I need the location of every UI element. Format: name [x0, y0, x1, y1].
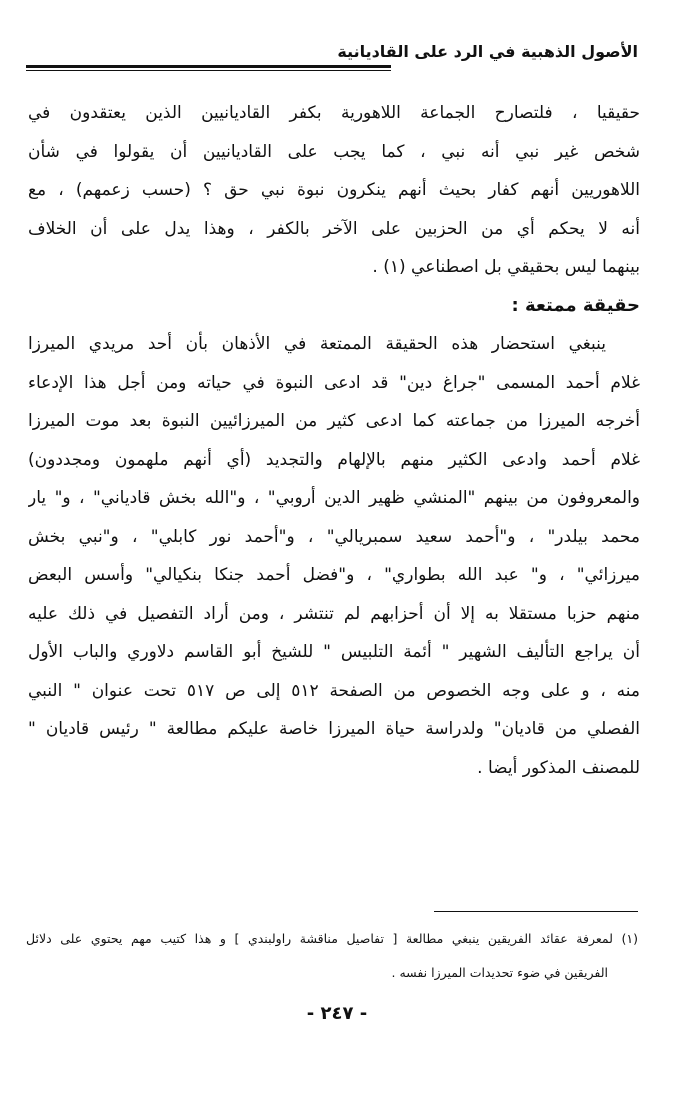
footnote-line: (١) لمعرفة عقائد الفريقين ينبغي مطالعة [ تفاصيل مناقشة راولبندي ] و هذا كتيب مهم يحتوي على دلائل: [26, 931, 638, 946]
body-text: [28, 94, 640, 787]
paragraph-line: غلام أحمد المسمى "جراغ دين" قد ادعى النبوة في حياته ومن أجل هذا الإدعاء: [28, 372, 640, 393]
running-head-title: الأصول الذهبية في الرد على القاديانية: [337, 42, 638, 61]
paragraph-line: الفصلي من قاديان" ولدراسة حياة الميرزا خاصة عليكم مطالعة " رئيس قاديان ": [28, 719, 640, 739]
body-line: اللاهوريين أنهم كفار بحيث أنهم ينكرون نبوة نبي حق ؟ (حسب زعمهم) ، مع: [28, 180, 640, 200]
paragraph-line: ينبغي استحضار هذه الحقيقة الممتعة في الأذهان بأن أحد مريدي الميرزا: [28, 334, 606, 354]
paragraph-line: منه ، و على وجه الخصوص من الصفحة ٥١٢ إلى ص ٥١٧ تحت عنوان " النبي: [28, 680, 640, 701]
paragraph-line: أن يراجع التأليف الشهير " أئمة التلبيس " للشيخ أبو القاسم دلاوري والباب الأول: [28, 642, 640, 662]
section-heading: حقيقة ممتعة :: [511, 294, 640, 316]
paragraph-line: غلام أحمد وادعى الكثير منهم بالإلهام والتجديد (أي أنهم ملهمون ومجددون): [28, 449, 640, 470]
body-line: حقيقيا ، فلتصارح الجماعة اللاهورية بكفر القاديانيين الذين يعتقدون في: [28, 103, 640, 123]
header-rule-thin: [26, 70, 391, 71]
running-head: [26, 42, 638, 72]
body-line: بينهما ليس بحقيقي بل اصطناعي (١) .: [372, 257, 640, 277]
footnote-line: الفريقين في ضوء تحديدات الميرزا نفسه .: [391, 965, 608, 980]
body-line: أنه لا يحكم أي من الحزبين على الآخر بالكفر ، وهذا يدل على أن الخلاف: [28, 218, 640, 239]
footnotes: [26, 924, 638, 992]
footnote-rule: [434, 911, 638, 912]
paragraph-line: أخرجه الميرزا من جماعته كما ادعى كثير من الميرزائيين النبوة بعد موت الميرزا: [28, 411, 640, 431]
page-number: - ٢٤٧ -: [306, 1003, 368, 1024]
paragraph-line: منهم حزبا مستقلا به إلا أن أحزابهم لم تنتشر ، ومن أراد التفصيل في ذلك عليه: [28, 603, 640, 624]
paragraph-line: ميرزائي" ، و" عبد الله بطواري" ، و"فضل أحمد جنكا بنكيالي" وأسس البعض: [28, 565, 640, 585]
body-line: شخص غير نبي أنه نبي ، كما يجب على القاديانيين أن يقولوا في شأن: [28, 141, 640, 162]
header-rule-thick: [26, 65, 391, 68]
paragraph-line: للمصنف المذكور أيضا .: [477, 757, 640, 778]
paragraph-line: والمعروفون من بينهم "المنشي ظهير الدين أروبي" ، و"الله بخش قادياني" ، و" يار: [28, 488, 640, 508]
paragraph-line: محمد بيلدر" ، و"أحمد سعيد سمبريالي" ، و"أحمد نور كابلي" ، و"نبي بخش: [28, 526, 640, 547]
